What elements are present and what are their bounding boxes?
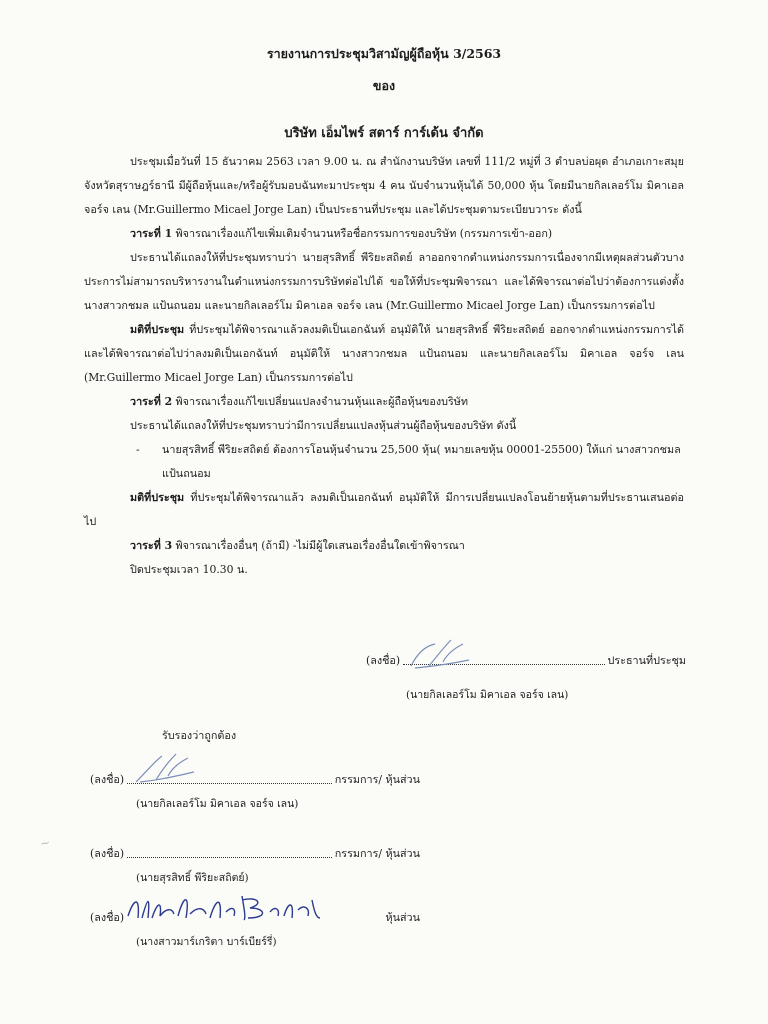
minutes-body bbox=[84, 150, 684, 582]
resolution-2-label: มติที่ประชุม bbox=[130, 491, 185, 504]
sign-name-1: (นายกิลเลอร์โม มิคาเอล จอร์จ เลน) bbox=[136, 798, 299, 810]
resolution-1 bbox=[84, 318, 684, 390]
sign-label-2: (ลงชื่อ) bbox=[90, 847, 125, 860]
chair-signature-block bbox=[366, 652, 686, 701]
chair-sign-label: (ลงชื่อ) bbox=[366, 654, 401, 667]
closing-time: ปิดประชุมเวลา 10.30 น. bbox=[130, 563, 248, 576]
agenda-1-statement: ประธานได้แถลงให้ที่ประชุมทราบว่า นายสุรสิทธิ์ พีริยะสถิตย์ ลาออกจากตำแหน่งกรรมการเนื่องจากมีเหตุผลส่วนตัวบางประการไม่สามารถบริหารงานในตำแหน่งกรรมการบริษัทต่อไปได้ ขอให้ที่ประชุมพิจารณา และได้พิจารณาต่อไปว่าต้องการแต่งตั้ง นางสาวกชมล แป้นถนอม และนายกิลเลอร์โม มิคาเอล จอร์จ เลน (Mr.Guillermo Micael Jorge Lan) เป็นกรรมการต่อไป bbox=[84, 251, 684, 312]
chair-role: ประธานที่ประชุม bbox=[607, 654, 686, 667]
sign-name-3: (นางสาวมาร์เกริตา บาร์เบียร์รี่) bbox=[136, 936, 277, 948]
document-title: รายงานการประชุมวิสามัญผู้ถือหุ้น 3/2563 bbox=[266, 46, 502, 61]
share-transfer-item bbox=[84, 438, 684, 486]
chair-name: (นายกิลเลอร์โม มิคาเอล จอร์จ เลน) bbox=[406, 689, 569, 701]
opening-paragraph: ประชุมเมื่อวันที่ 15 ธันวาคม 2563 เวลา 9.00 น. ณ สำนักงานบริษัท เลขที่ 111/2 หมู่ที่ 3 ตำบลบ่อผุด อำเภอเกาะสมุย จังหวัดสุราษฎร์ธานี มีผู้ถือหุ้นและ/หรือผู้รับมอบฉันทะมาประชุม 4 คน นับจำนวนหุ้นได้ 50,000 หุ้น โดยมีนายกิลเลอร์โม มิคาเอล จอร์จ เลน (Mr.Guillermo Micael Jorge Lan) เป็นประธานที่ประชุม และได้ประชุมตามระเบียบวาระ ดังนี้ bbox=[84, 155, 684, 216]
signature-line-1 bbox=[127, 782, 332, 784]
bullet-dash: - bbox=[136, 443, 140, 456]
sign-role-2: กรรมการ/ หุ้นส่วน bbox=[334, 847, 420, 860]
agenda-2-text: พิจารณาเรื่องแก้ไขเปลี่ยนแปลงจำนวนหุ้นและผู้ถือหุ้นของบริษัท bbox=[172, 395, 469, 408]
resolution-1-label: มติที่ประชุม bbox=[130, 323, 185, 336]
signature-row-3 bbox=[90, 909, 420, 948]
agenda-2-statement: ประธานได้แถลงให้ที่ประชุมทราบว่ามีการเปลี่ยนแปลงหุ้นส่วนผู้ถือหุ้นของบริษัท ดังนี้ bbox=[130, 419, 517, 432]
sign-role-1: กรรมการ/ หุ้นส่วน bbox=[334, 773, 420, 786]
agenda-1-text: พิจารณาเรื่องแก้ไขเพิ่มเติมจำนวนหรือชื่อกรรมการของบริษัท (กรรมการเข้า-ออก) bbox=[172, 227, 553, 240]
agenda-3-label: วาระที่ 3 bbox=[130, 539, 173, 552]
sign-role-3: หุ้นส่วน bbox=[385, 911, 420, 924]
share-transfer-text: นายสุรสิทธิ์ พีริยะสถิตย์ ต้องการโอนหุ้นจำนวน 25,500 หุ้น( หมายเลขหุ้น 00001-25500) ให้แก่ นางสาวกชมล แป้นถนอม bbox=[162, 443, 681, 480]
agenda-1-label: วาระที่ 1 bbox=[130, 227, 173, 240]
agenda-1 bbox=[84, 222, 684, 246]
signature-line-3 bbox=[127, 921, 382, 922]
signature-row-2 bbox=[90, 845, 420, 884]
chair-signature-line bbox=[403, 663, 604, 665]
signature-line-2 bbox=[127, 856, 332, 858]
resolution-1-text: ที่ประชุมได้พิจารณาแล้วลงมติเป็นเอกฉันท์ อนุมัติให้ นายสุรสิทธิ์ พีริยะสถิตย์ ออกจากตำแหน่งกรรมการได้ และได้พิจารณาต่อไปว่าลงมติเป็นเอกฉันท์ อนุมัติให้ นางสาวกชมล แป้นถนอม และนายกิลเลอร์โม มิคาเอล จอร์จ เลน (Mr.Guillermo Micael Jorge Lan) เป็นกรรมการต่อไป bbox=[84, 323, 684, 384]
certified-correct: รับรองว่าถูกต้อง bbox=[162, 729, 237, 742]
document-of: ของ bbox=[372, 78, 396, 93]
agenda-3 bbox=[84, 534, 684, 558]
agenda-3-text: พิจารณาเรื่องอื่นๆ (ถ้ามี) -ไม่มีผู้ใดเสนอเรื่องอื่นใดเข้าพิจารณา bbox=[172, 539, 465, 552]
resolution-2 bbox=[84, 486, 684, 534]
agenda-2-label: วาระที่ 2 bbox=[130, 395, 173, 408]
sign-name-2: (นายสุรสิทธิ์ พีริยะสถิตย์) bbox=[136, 872, 249, 884]
sign-label-3: (ลงชื่อ) bbox=[90, 911, 125, 924]
agenda-2 bbox=[84, 390, 684, 414]
faint-bleed-mark: ~ bbox=[38, 835, 52, 851]
resolution-2-text: ที่ประชุมได้พิจารณาแล้ว ลงมติเป็นเอกฉันท์ อนุมัติให้ มีการเปลี่ยนแปลงโอนย้ายหุ้นตามที่ประธานเสนอต่อไป bbox=[84, 491, 684, 528]
sign-label-1: (ลงชื่อ) bbox=[90, 773, 125, 786]
signature-row-1 bbox=[90, 771, 420, 810]
company-name: บริษัท เอ็มไพร์ สตาร์ การ์เด้น จำกัด bbox=[284, 126, 484, 141]
